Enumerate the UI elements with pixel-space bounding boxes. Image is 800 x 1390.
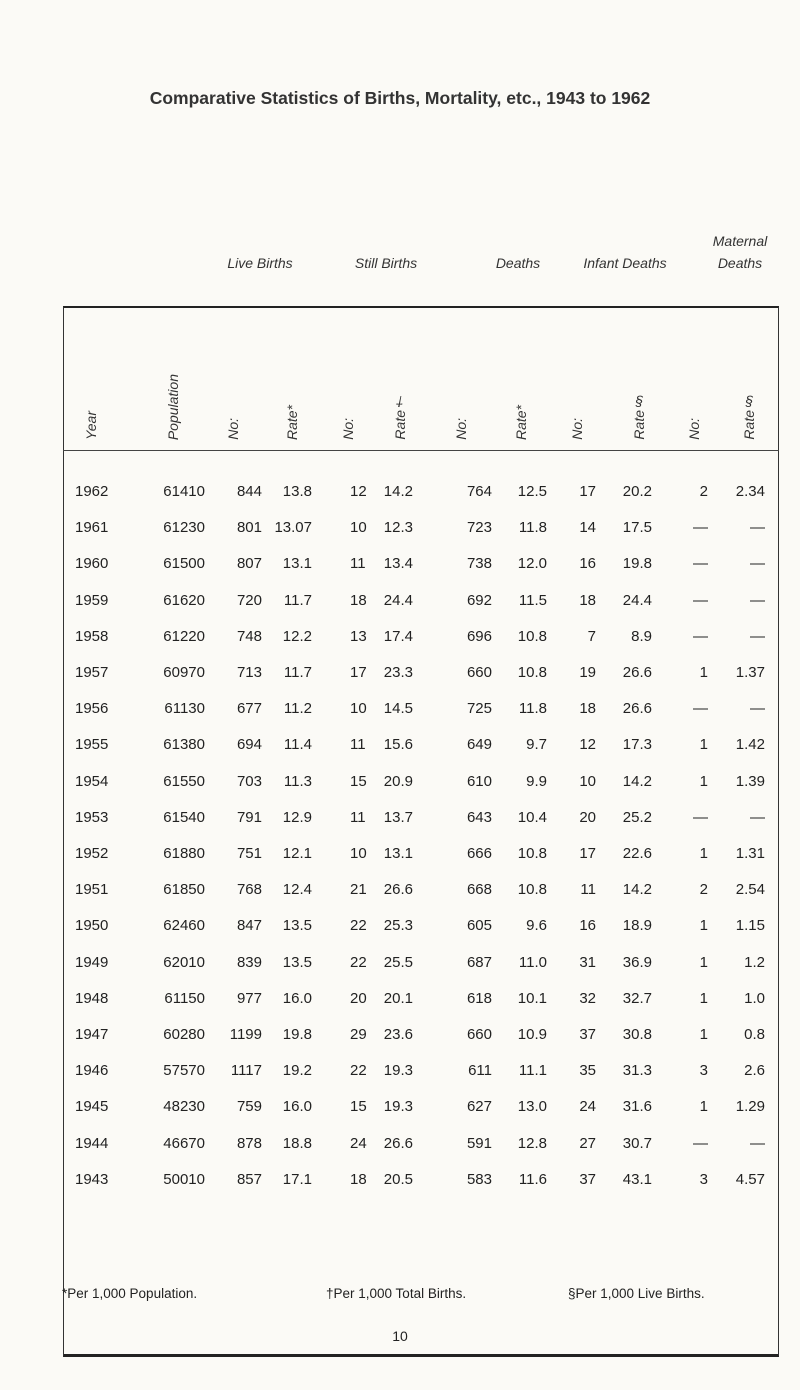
cell-year: 1958	[75, 627, 109, 645]
cell-still-births-rate: 23.3	[383, 664, 413, 681]
cell-deaths-no: 611	[468, 1062, 492, 1080]
cell-still-births-no: 22	[350, 953, 367, 971]
cell-live-births-no: 759	[236, 1098, 262, 1116]
cell-live-births-no: 801	[236, 519, 262, 537]
cell-maternal-deaths-no: 1	[699, 1098, 708, 1116]
cell-deaths-rate: 10.8	[517, 664, 547, 681]
cell-population: 61130	[164, 700, 205, 718]
cell-year: 1953	[75, 808, 109, 826]
cell-maternal-deaths-no: 3	[699, 1062, 708, 1080]
cell-population: 61880	[163, 845, 205, 862]
cell-infant-deaths-rate: 24.4	[622, 591, 652, 609]
cell-live-births-no: 977	[236, 989, 262, 1007]
cell-deaths-no: 660	[466, 664, 492, 681]
cell-year: 1952	[75, 845, 109, 862]
page-title: Comparative Statistics of Births, Mortality, etc., 1943 to 1962	[149, 88, 651, 108]
col-maternal-deaths-rate-heading: Rate§	[741, 394, 757, 440]
cell-live-births-rate: 13.5	[282, 953, 312, 971]
cell-still-births-rate: 23.6	[383, 1026, 413, 1043]
table-row	[0, 516, 800, 540]
col-deaths-no-heading: No:	[453, 418, 469, 440]
cell-live-births-rate: 12.4	[282, 881, 312, 899]
cell-infant-deaths-no: 10	[579, 772, 596, 790]
cell-infant-deaths-no: 14	[579, 519, 596, 537]
cell-maternal-deaths-rate: 1.2	[744, 953, 765, 971]
cell-maternal-deaths-rate: 2.34	[735, 483, 765, 500]
table-row	[0, 1168, 800, 1192]
cell-population: 57570	[163, 1062, 205, 1080]
cell-maternal-deaths-no: —	[693, 700, 708, 718]
cell-year: 1946	[75, 1062, 109, 1080]
table-row	[0, 1059, 800, 1083]
cell-infant-deaths-rate: 14.2	[622, 772, 652, 790]
cell-population: 61410	[163, 483, 205, 500]
cell-live-births-no: 857	[236, 1170, 262, 1188]
table-row	[0, 770, 800, 794]
cell-maternal-deaths-rate: —	[750, 808, 765, 826]
table-row	[0, 480, 800, 504]
table-row	[0, 1023, 800, 1047]
cell-still-births-rate: 19.3	[383, 1062, 413, 1080]
cell-infant-deaths-rate: 43.1	[622, 1170, 652, 1188]
cell-deaths-no: 660	[466, 1026, 492, 1043]
cell-infant-deaths-no: 18	[579, 591, 596, 609]
cell-live-births-no: 713	[236, 664, 262, 681]
cell-still-births-no: 29	[350, 1026, 367, 1043]
cell-deaths-no: 605	[466, 917, 492, 935]
cell-infant-deaths-no: 18	[579, 700, 596, 718]
cell-population: 62460	[163, 917, 205, 935]
cell-still-births-rate: 13.1	[383, 845, 413, 862]
cell-year: 1944	[75, 1134, 109, 1152]
cell-maternal-deaths-no: 1	[699, 989, 708, 1007]
cell-deaths-rate: 10.9	[517, 1026, 547, 1043]
cell-maternal-deaths-no: 1	[699, 917, 708, 935]
cell-infant-deaths-no: 31	[579, 953, 596, 971]
cell-infant-deaths-no: 7	[587, 627, 596, 645]
cell-still-births-no: 11	[350, 736, 366, 754]
cell-live-births-rate: 11.7	[283, 664, 312, 681]
cell-year: 1957	[75, 664, 109, 681]
cell-infant-deaths-no: 37	[579, 1170, 596, 1188]
cell-deaths-no: 583	[466, 1170, 492, 1188]
group-still-births: Still Births	[354, 255, 418, 271]
cell-maternal-deaths-rate: 1.29	[735, 1098, 765, 1116]
cell-live-births-rate: 11.2	[283, 700, 312, 718]
cell-deaths-rate: 10.4	[517, 808, 547, 826]
cell-infant-deaths-rate: 20.2	[622, 483, 652, 500]
cell-maternal-deaths-no: —	[693, 1134, 708, 1152]
cell-maternal-deaths-rate: —	[750, 1134, 765, 1152]
cell-population: 62010	[163, 953, 205, 971]
footnote-total-births: †Per 1,000 Total Births.	[326, 1286, 467, 1301]
table-row	[0, 878, 800, 902]
table-row	[0, 951, 800, 975]
cell-deaths-no: 591	[466, 1134, 492, 1152]
cell-deaths-no: 610	[466, 772, 492, 790]
cell-live-births-rate: 12.2	[282, 627, 312, 645]
cell-deaths-no: 692	[466, 591, 492, 609]
cell-still-births-rate: 14.5	[383, 700, 413, 718]
cell-still-births-no: 11	[350, 555, 366, 573]
col-infant-deaths-rate-heading: Rate§	[631, 394, 647, 440]
cell-maternal-deaths-rate: —	[750, 591, 765, 609]
cell-maternal-deaths-no: 1	[699, 845, 708, 862]
cell-still-births-no: 12	[350, 483, 367, 500]
cell-still-births-rate: 20.1	[383, 989, 413, 1007]
cell-maternal-deaths-rate: 0.8	[744, 1026, 765, 1043]
cell-deaths-rate: 13.0	[517, 1098, 547, 1116]
cell-population: 61500	[163, 555, 205, 573]
cell-still-births-no: 10	[350, 845, 367, 862]
cell-infant-deaths-no: 17	[579, 483, 596, 500]
cell-maternal-deaths-no: 1	[699, 736, 708, 754]
cell-year: 1945	[75, 1098, 109, 1116]
cell-infant-deaths-no: 11	[580, 881, 596, 899]
cell-still-births-no: 15	[350, 772, 367, 790]
cell-live-births-rate: 18.8	[282, 1134, 312, 1152]
cell-still-births-rate: 12.3	[383, 519, 413, 537]
cell-year: 1950	[75, 917, 109, 935]
cell-maternal-deaths-rate: 1.42	[735, 736, 765, 754]
cell-live-births-no: 844	[236, 483, 262, 500]
table-row	[0, 661, 800, 685]
cell-still-births-no: 18	[350, 1170, 367, 1188]
cell-infant-deaths-rate: 30.8	[622, 1026, 652, 1043]
cell-still-births-no: 20	[350, 989, 367, 1007]
cell-infant-deaths-rate: 31.6	[622, 1098, 652, 1116]
cell-maternal-deaths-no: —	[693, 555, 708, 573]
cell-year: 1948	[75, 989, 109, 1007]
col-year-heading: Year	[83, 411, 99, 440]
cell-population: 48230	[163, 1098, 205, 1116]
cell-still-births-no: 10	[350, 519, 367, 537]
cell-still-births-rate: 25.3	[383, 917, 413, 935]
cell-live-births-no: 694	[236, 736, 262, 754]
cell-deaths-rate: 11.8	[518, 700, 547, 718]
table-row	[0, 733, 800, 757]
cell-deaths-rate: 11.6	[518, 1170, 547, 1188]
cell-live-births-rate: 13.1	[282, 555, 312, 573]
cell-live-births-rate: 12.9	[282, 808, 312, 826]
cell-maternal-deaths-rate: 1.31	[735, 845, 765, 862]
cell-year: 1962	[75, 483, 109, 500]
cell-maternal-deaths-no: —	[693, 627, 708, 645]
cell-population: 61620	[163, 591, 205, 609]
statistics-table	[63, 306, 779, 1357]
cell-population: 60280	[163, 1026, 205, 1043]
footnote-live-births: §Per 1,000 Live Births.	[568, 1286, 705, 1301]
cell-still-births-no: 21	[350, 881, 367, 899]
cell-infant-deaths-rate: 17.3	[622, 736, 652, 754]
cell-year: 1961	[75, 519, 109, 537]
cell-live-births-no: 1117	[230, 1062, 262, 1080]
cell-live-births-no: 878	[236, 1134, 262, 1152]
cell-live-births-rate: 11.4	[283, 736, 312, 754]
cell-infant-deaths-no: 19	[579, 664, 596, 681]
col-infant-deaths-no-heading: No:	[569, 418, 585, 440]
cell-deaths-no: 649	[466, 736, 492, 754]
cell-maternal-deaths-no: 1	[699, 772, 708, 790]
cell-infant-deaths-no: 35	[579, 1062, 596, 1080]
cell-live-births-no: 677	[236, 700, 262, 718]
cell-population: 46670	[163, 1134, 205, 1152]
cell-still-births-no: 18	[350, 591, 367, 609]
cell-infant-deaths-no: 20	[579, 808, 596, 826]
cell-maternal-deaths-rate: 2.54	[735, 881, 765, 899]
cell-deaths-rate: 10.8	[517, 627, 547, 645]
cell-population: 61150	[164, 989, 205, 1007]
cell-still-births-rate: 15.6	[383, 736, 413, 754]
cell-live-births-no: 847	[236, 917, 262, 935]
col-live-births-no-heading: No:	[225, 418, 241, 440]
cell-still-births-rate: 13.4	[383, 555, 413, 573]
cell-infant-deaths-no: 16	[579, 917, 596, 935]
cell-live-births-no: 1199	[229, 1026, 262, 1043]
cell-maternal-deaths-no: 1	[699, 1026, 708, 1043]
group-maternal-deaths-line2: Deaths	[717, 255, 763, 271]
cell-deaths-rate: 10.1	[517, 989, 547, 1007]
cell-live-births-no: 807	[236, 555, 262, 573]
cell-deaths-rate: 11.0	[518, 953, 547, 971]
cell-infant-deaths-rate: 14.2	[622, 881, 652, 899]
cell-still-births-rate: 24.4	[383, 591, 413, 609]
cell-maternal-deaths-rate: 1.15	[735, 917, 765, 935]
cell-population: 61380	[163, 736, 205, 754]
cell-maternal-deaths-no: —	[693, 808, 708, 826]
cell-still-births-rate: 13.7	[383, 808, 413, 826]
cell-deaths-no: 627	[466, 1098, 492, 1116]
table-row	[0, 697, 800, 721]
cell-live-births-no: 703	[236, 772, 262, 790]
cell-still-births-no: 13	[350, 627, 367, 645]
cell-maternal-deaths-rate: —	[750, 627, 765, 645]
cell-year: 1943	[75, 1170, 109, 1188]
cell-infant-deaths-no: 37	[579, 1026, 596, 1043]
cell-maternal-deaths-no: 3	[699, 1170, 708, 1188]
cell-still-births-rate: 17.4	[383, 627, 413, 645]
group-infant-deaths: Infant Deaths	[583, 255, 667, 271]
cell-still-births-rate: 20.5	[383, 1170, 413, 1188]
cell-infant-deaths-rate: 26.6	[622, 700, 652, 718]
cell-year: 1959	[75, 591, 109, 609]
cell-maternal-deaths-rate: 1.0	[744, 989, 765, 1007]
cell-infant-deaths-rate: 32.7	[622, 989, 652, 1007]
cell-year: 1960	[75, 555, 109, 573]
cell-infant-deaths-no: 32	[579, 989, 596, 1007]
col-maternal-deaths-no-heading: No:	[686, 418, 702, 440]
cell-live-births-rate: 11.3	[283, 772, 312, 790]
table-row	[0, 1132, 800, 1156]
cell-live-births-no: 839	[236, 953, 262, 971]
cell-still-births-no: 10	[350, 700, 367, 718]
cell-maternal-deaths-no: 1	[699, 664, 708, 681]
col-population-heading: Population	[165, 373, 181, 440]
cell-maternal-deaths-no: 2	[699, 483, 708, 500]
cell-maternal-deaths-no: 2	[699, 881, 708, 899]
cell-year: 1956	[75, 700, 109, 718]
footnote-population: *Per 1,000 Population.	[62, 1286, 198, 1301]
cell-infant-deaths-no: 16	[579, 555, 596, 573]
cell-deaths-no: 725	[466, 700, 492, 718]
cell-infant-deaths-rate: 25.2	[622, 808, 652, 826]
cell-infant-deaths-no: 12	[579, 736, 596, 754]
cell-maternal-deaths-no: —	[693, 519, 708, 537]
cell-deaths-rate: 12.0	[517, 555, 547, 573]
cell-infant-deaths-rate: 31.3	[622, 1062, 652, 1080]
cell-still-births-rate: 20.9	[383, 772, 413, 790]
cell-deaths-rate: 9.7	[526, 736, 547, 754]
cell-deaths-no: 738	[466, 555, 492, 573]
cell-infant-deaths-no: 17	[579, 845, 596, 862]
header-divider	[63, 450, 779, 451]
cell-maternal-deaths-rate: 4.57	[735, 1170, 765, 1188]
cell-infant-deaths-no: 24	[579, 1098, 596, 1116]
cell-year: 1951	[75, 881, 109, 899]
page-number: 10	[392, 1328, 408, 1344]
cell-maternal-deaths-rate: —	[750, 519, 765, 537]
cell-still-births-rate: 19.3	[383, 1098, 413, 1116]
table-row	[0, 842, 800, 866]
cell-deaths-rate: 11.8	[518, 519, 547, 537]
cell-infant-deaths-rate: 36.9	[622, 953, 652, 971]
cell-live-births-rate: 13.5	[282, 917, 312, 935]
cell-maternal-deaths-no: 1	[699, 953, 708, 971]
cell-live-births-rate: 16.0	[282, 1098, 312, 1116]
cell-live-births-rate: 19.2	[282, 1062, 312, 1080]
cell-maternal-deaths-rate: —	[750, 700, 765, 718]
cell-live-births-rate: 12.1	[282, 845, 312, 862]
cell-deaths-no: 687	[466, 953, 492, 971]
cell-live-births-no: 748	[236, 627, 262, 645]
table-row	[0, 806, 800, 830]
cell-still-births-rate: 26.6	[383, 881, 413, 899]
table-row	[0, 625, 800, 649]
cell-infant-deaths-rate: 30.7	[622, 1134, 652, 1152]
cell-infant-deaths-rate: 26.6	[622, 664, 652, 681]
table-row	[0, 1095, 800, 1119]
cell-deaths-rate: 9.9	[526, 772, 547, 790]
cell-live-births-rate: 17.1	[282, 1170, 312, 1188]
cell-still-births-no: 17	[350, 664, 367, 681]
cell-deaths-no: 618	[466, 989, 492, 1007]
cell-deaths-no: 764	[466, 483, 492, 500]
cell-deaths-rate: 10.8	[517, 845, 547, 862]
group-deaths: Deaths	[495, 255, 541, 271]
table-row	[0, 914, 800, 938]
table-row	[0, 987, 800, 1011]
cell-year: 1949	[75, 953, 109, 971]
cell-still-births-rate: 14.2	[383, 483, 413, 500]
cell-still-births-rate: 26.6	[383, 1134, 413, 1152]
cell-maternal-deaths-rate: —	[750, 555, 765, 573]
cell-still-births-no: 15	[350, 1098, 367, 1116]
cell-deaths-no: 643	[466, 808, 492, 826]
cell-population: 61230	[163, 519, 205, 537]
cell-population: 50010	[163, 1170, 205, 1188]
cell-deaths-no: 668	[466, 881, 492, 899]
cell-live-births-no: 720	[236, 591, 262, 609]
cell-infant-deaths-rate: 17.5	[622, 519, 652, 537]
cell-live-births-rate: 13.07	[274, 519, 312, 537]
cell-infant-deaths-rate: 19.8	[622, 555, 652, 573]
cell-deaths-no: 696	[466, 627, 492, 645]
col-deaths-rate-heading: Rate*	[513, 404, 529, 440]
cell-year: 1947	[75, 1026, 109, 1043]
table-row	[0, 552, 800, 576]
cell-population: 61540	[163, 808, 205, 826]
cell-population: 61850	[163, 881, 205, 899]
cell-infant-deaths-rate: 8.9	[631, 627, 652, 645]
cell-maternal-deaths-rate: 1.37	[735, 664, 765, 681]
cell-live-births-rate: 13.8	[282, 483, 312, 500]
cell-deaths-rate: 12.8	[517, 1134, 547, 1152]
cell-deaths-rate: 10.8	[517, 881, 547, 899]
cell-live-births-no: 751	[236, 845, 262, 862]
group-live-births: Live Births	[227, 255, 293, 271]
cell-maternal-deaths-rate: 2.6	[744, 1062, 765, 1080]
cell-population: 61550	[163, 772, 205, 790]
cell-year: 1954	[75, 772, 109, 790]
cell-maternal-deaths-rate: 1.39	[735, 772, 765, 790]
group-maternal-deaths-line1: Maternal	[712, 233, 768, 249]
cell-deaths-rate: 11.5	[518, 591, 547, 609]
cell-live-births-rate: 19.8	[282, 1026, 312, 1043]
col-still-births-rate-heading: Rate†	[392, 394, 408, 440]
cell-live-births-rate: 16.0	[282, 989, 312, 1007]
cell-deaths-rate: 9.6	[526, 917, 547, 935]
cell-deaths-no: 666	[466, 845, 492, 862]
cell-live-births-no: 768	[236, 881, 262, 899]
cell-still-births-no: 24	[350, 1134, 367, 1152]
cell-still-births-rate: 25.5	[383, 953, 413, 971]
cell-still-births-no: 11	[350, 808, 366, 826]
cell-infant-deaths-no: 27	[579, 1134, 596, 1152]
cell-infant-deaths-rate: 18.9	[622, 917, 652, 935]
cell-infant-deaths-rate: 22.6	[622, 845, 652, 862]
cell-live-births-rate: 11.7	[283, 591, 312, 609]
table-row	[0, 589, 800, 613]
cell-population: 60970	[163, 664, 205, 681]
cell-live-births-no: 791	[236, 808, 262, 826]
col-live-births-rate-heading: Rate*	[284, 404, 300, 440]
cell-still-births-no: 22	[350, 1062, 367, 1080]
cell-deaths-rate: 12.5	[517, 483, 547, 500]
cell-deaths-rate: 11.1	[518, 1062, 547, 1080]
cell-deaths-no: 723	[466, 519, 492, 537]
cell-population: 61220	[163, 627, 205, 645]
cell-maternal-deaths-no: —	[693, 591, 708, 609]
cell-year: 1955	[75, 736, 109, 754]
cell-still-births-no: 22	[350, 917, 367, 935]
col-still-births-no-heading: No:	[340, 418, 356, 440]
